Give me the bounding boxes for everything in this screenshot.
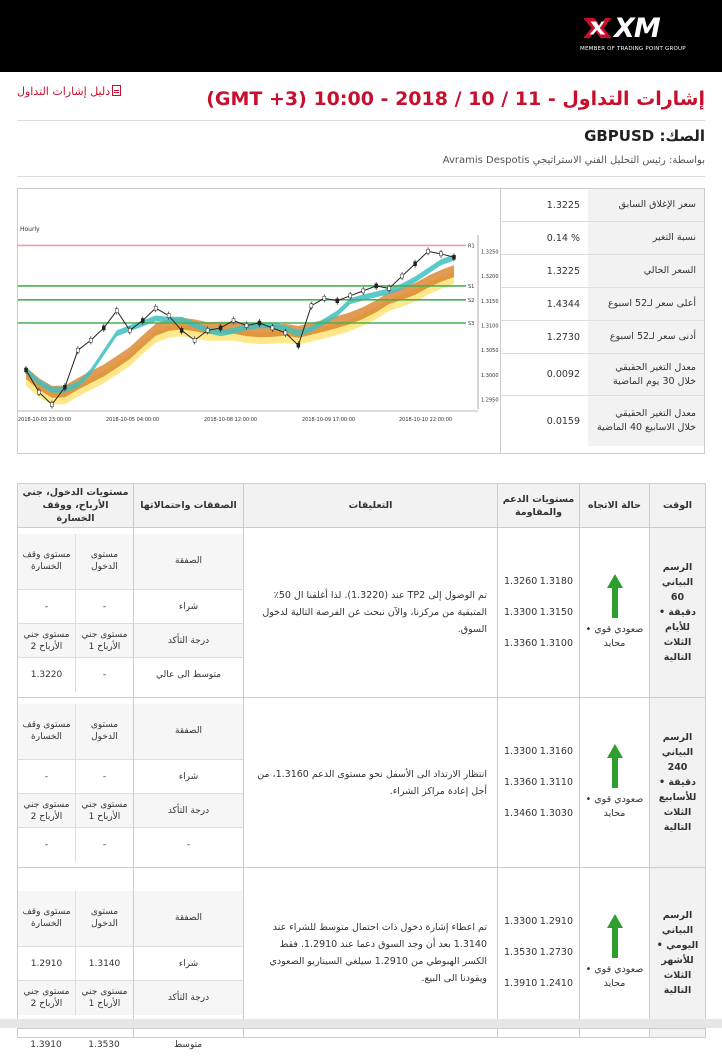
trend-cell-continued [579,1029,649,1060]
confidence-value: - [186,839,191,850]
entry-level-value: - [76,590,134,624]
tp1-value: - [102,839,107,850]
stat-label: السعر الحالي [588,255,704,287]
entry-level-value: 1.3140 [76,947,134,981]
candle-body [401,274,404,278]
confidence-value: متوسط [173,1039,203,1050]
candle-body [284,331,287,335]
y-tick-label: 1.3000 [481,372,499,379]
candle-body [180,328,183,332]
resistance-value: 1.3910 [504,978,538,989]
time-cell: الرسم البياني 60 دقيقة • للأيام الثلاث التالية [650,528,706,698]
tp2-value: 1.3220 [18,658,76,692]
y-tick-label: 1.3200 [481,274,499,281]
candle-body [50,403,53,407]
stop-loss-header: مستوى وقف الخسارة [18,704,76,760]
deal-cell [134,868,244,1038]
trend-label: صعودي قوي • محايد [585,964,644,989]
level-row [504,628,573,659]
table-row [18,528,706,698]
resistance-value: 1.3360 [504,777,538,788]
stat-row [501,189,704,222]
candle-body [375,284,378,288]
stat-value: % 0.14 [546,232,580,244]
y-tick-label: 1.3050 [481,348,499,355]
tp1-header: مستوى جني الأرباح 1 [76,794,134,828]
entry-cell [18,698,134,868]
pdf-icon [112,85,121,96]
entry-cell [18,528,134,698]
col-header-trend: حالة الاتجاه [580,484,650,528]
xm-logo[interactable] [580,14,700,58]
table-row [18,868,706,1038]
level-row [504,597,573,628]
support-value: 1.2910 [539,916,573,927]
up-arrow-icon [607,574,623,618]
hourly-chart-svg [18,189,502,455]
confidence-value: متوسط الى عالي [155,669,222,680]
signals-table [17,483,706,1038]
deal-direction: شراء [134,947,243,981]
level-row [504,566,573,597]
trend-cell [580,528,650,698]
stat-label: سعر الإغلاق السابق [588,189,704,221]
stat-row [501,396,704,446]
deal-cell [134,528,244,698]
stat-label: أدنى سعر لـ52 اسبوع [588,321,704,353]
stat-value: 1.2730 [546,331,580,343]
resistance-value: 1.3300 [504,916,538,927]
deal-label: الصفقة [134,891,243,947]
resistance-value: 1.3260 [504,576,538,587]
candle-body [362,289,365,293]
deal-label: الصفقة [134,704,243,760]
levels-cell-continued [497,1029,579,1060]
candle-body [388,286,391,290]
divider [17,120,705,121]
chart-timeframe-label: Hourly [20,226,40,233]
author-line: بواسطة: رئيس التحليل الفني الاستراتيجي Avramis Despotis [442,155,705,166]
candle-body [297,343,300,347]
candle-body [427,249,430,253]
level-row [504,736,573,767]
x-tick-label: 2018-10-08 12:00:00 [204,417,258,423]
stop-loss-header: مستوى وقف الخسارة [18,891,76,947]
tp1-header: مستوى جني الأرباح 1 [76,624,134,658]
tp2-header: مستوى جني الأرباح 2 [18,794,76,828]
candle-body [349,294,352,298]
brand-name: XM [614,13,660,44]
divider [17,176,705,177]
time-cell-continued [649,1029,705,1060]
table-row-continued [17,1028,705,1060]
support-value: 1.3030 [539,808,573,819]
confidence-label: درجة التأكد [134,624,243,658]
resistance-value: 1.3300 [504,746,538,757]
table-row [18,698,706,868]
instrument-label: الصك: GBPUSD [584,127,705,145]
entry-cell [18,868,134,1038]
candle-body [310,304,313,308]
candle-body [193,338,196,342]
x-tick-label: 2018-10-10 22:00:00 [399,417,453,423]
deal-subtable [134,534,243,692]
stop-loss-value: - [18,760,76,794]
tp2-value: - [18,828,76,862]
support-value: 1.3100 [539,638,573,649]
resistance-value: 1.3360 [504,638,538,649]
candle-body [258,321,261,325]
sticky-band [0,1019,722,1028]
candle-body [453,255,456,259]
x-tick-label: 2018-10-09 17:00:00 [302,417,356,423]
confidence-label: درجة التأكد [134,794,243,828]
stat-value: 0.0092 [546,369,580,380]
x-tick-label: 2018-10-03 23:00:00 [18,417,72,423]
stop-loss-value: - [18,590,76,624]
xm-logo-mark-icon [580,16,614,40]
deal-subtable [134,891,243,1015]
col-header-deals: الصفقات واحتمالاتها [134,484,244,528]
candle-body [323,296,326,300]
candle-body [232,319,235,323]
stat-row [501,354,704,396]
table-header-row [18,484,706,528]
col-header-comments: التعليقات [244,484,498,528]
candle-body [271,326,274,330]
y-tick-label: 1.3100 [481,323,499,330]
candle-body [76,348,79,352]
stat-value: 0.0159 [546,415,580,427]
tp2-value: 1.3910 [30,1039,62,1050]
candle-body [167,314,170,318]
tp2-header: مستوى جني الأرباح 2 [18,624,76,658]
candle-body [89,338,92,342]
up-arrow-icon [607,914,623,958]
support-value: 1.2730 [539,947,573,958]
top-bar [0,0,722,72]
candle-body [336,299,339,303]
tp2-header: مستوى جني الأرباح 2 [18,981,76,1015]
stat-label: معدل التغير الحقيقي خلال 30 يوم الماضية [588,354,704,395]
guide-link-label[interactable]: دليل إشارات التداول [17,85,111,98]
candle-body [102,326,105,330]
level-label-s2: S2 [468,297,475,304]
entry-level-header: مستوى الدخول [76,891,134,947]
stat-value: 1.4344 [546,298,580,310]
col-header-time: الوقت [650,484,706,528]
candle-body [141,319,144,323]
level-row [504,798,573,829]
brand-tagline: MEMBER OF TRADING POINT GROUP [580,46,686,52]
level-row [504,906,573,937]
stop-loss-value: 1.2910 [18,947,76,981]
support-value: 1.3180 [539,576,573,587]
stat-row [501,288,704,321]
stat-value: 1.3225 [546,199,580,211]
candle-body [37,390,40,394]
deal-subtable [134,704,243,862]
entry-subtable [18,704,133,862]
deal-cell [134,698,244,868]
support-value: 1.2410 [539,978,573,989]
entry-level-value: - [76,760,134,794]
level-row [504,968,573,999]
level-label-s1: S1 [468,283,475,290]
trend-label: صعودي قوي • محايد [585,624,644,649]
comment-cell: تم الوصول إلى TP2 عند (1.3220). لذا أغلقنا ال 50٪ المتبقية من مركزنا، والآن نبحث عن الفرصة التالية لدخول السوق. [244,528,498,698]
stats-table [501,188,705,454]
level-row [504,937,573,968]
candle-body [154,306,157,310]
deal-direction: شراء [134,590,243,624]
tp1-value: 1.3530 [88,1039,120,1050]
entry-subtable [18,534,133,692]
candle-body [440,252,443,256]
stop-loss-header: مستوى وقف الخسارة [18,534,76,590]
support-value: 1.3110 [539,777,573,788]
candle-body [245,323,248,327]
comment-cell: انتظار الارتداد الى الأسفل نحو مستوى الدعم 1.3160، من أجل إعادة مراكز الشراء. [244,698,498,868]
deal-label: الصفقة [134,534,243,590]
deal-direction: شراء [134,760,243,794]
stat-label: معدل التغير الحقيقي خلال الاسابيع 40 الماضية [588,396,704,446]
support-value: 1.3160 [539,746,573,757]
trend-label: صعودي قوي • محايد [585,794,644,819]
resistance-value: 1.3300 [504,607,538,618]
candle-body [128,328,131,332]
page-title: إشارات التداول - 11 / 10 / 2018 - 10:00 (GMT +3) [206,88,705,110]
stat-label: نسبة التغير [588,222,704,254]
comment-cell-continued [243,1029,497,1060]
levels-cell [498,528,580,698]
y-tick-label: 1.2950 [481,397,499,404]
level-label-s3: S3 [468,321,475,327]
level-label-r1: R1 [468,243,475,250]
resistance-value: 1.3460 [504,808,538,819]
candle-body [414,262,417,266]
support-value: 1.3150 [539,607,573,618]
time-cell: الرسم البياني 240 دقيقة • للأسابيع الثلاث التالية [650,698,706,868]
entry-level-header: مستوى الدخول [76,534,134,590]
tp1-header: مستوى جني الأرباح 1 [76,981,134,1015]
candle-body [206,328,209,332]
stat-value: 1.3225 [546,265,580,277]
hourly-chart [17,188,501,454]
confidence-label: درجة التأكد [134,981,243,1015]
candle-body [25,368,28,372]
col-header-entry-levels: مستويات الدخول، جني الأرباح، ووقف الخسارة [18,484,134,528]
entry-level-header: مستوى الدخول [76,704,134,760]
resistance-value: 1.3530 [504,947,538,958]
stat-row [501,255,704,288]
candle-body [219,326,222,330]
time-cell: الرسم البياني اليومي • للأشهر الثلاث التالية [650,868,706,1038]
y-tick-label: 1.3150 [481,298,499,305]
entry-subtable [18,891,133,1015]
up-arrow-icon [607,744,623,788]
comment-cell: تم اعطاء إشارة دخول ذات احتمال متوسط للشراء عند 1.3140 بعد أن وجد السوق دعما عند 1.2910. فقط الكسر الهبوطي من 1.2910 سيلغي السيناريو الصعودي ويقودنا الى البيع. [244,868,498,1038]
y-tick-label: 1.3250 [481,249,499,256]
levels-cell [498,698,580,868]
candle-body [115,309,118,313]
col-header-levels: مستويات الدعم والمقاومة [498,484,580,528]
trend-cell [580,868,650,1038]
candle-body [63,385,66,389]
stat-row [501,321,704,354]
trend-cell [580,698,650,868]
x-tick-label: 2018-10-05 04:00:00 [106,417,160,423]
trading-signals-guide-link[interactable] [17,85,121,98]
stat-label: أعلى سعر لـ52 اسبوع [588,288,704,320]
levels-cell [498,868,580,1038]
stat-row [501,222,704,255]
tp1-value: - [102,669,107,680]
level-row [504,767,573,798]
